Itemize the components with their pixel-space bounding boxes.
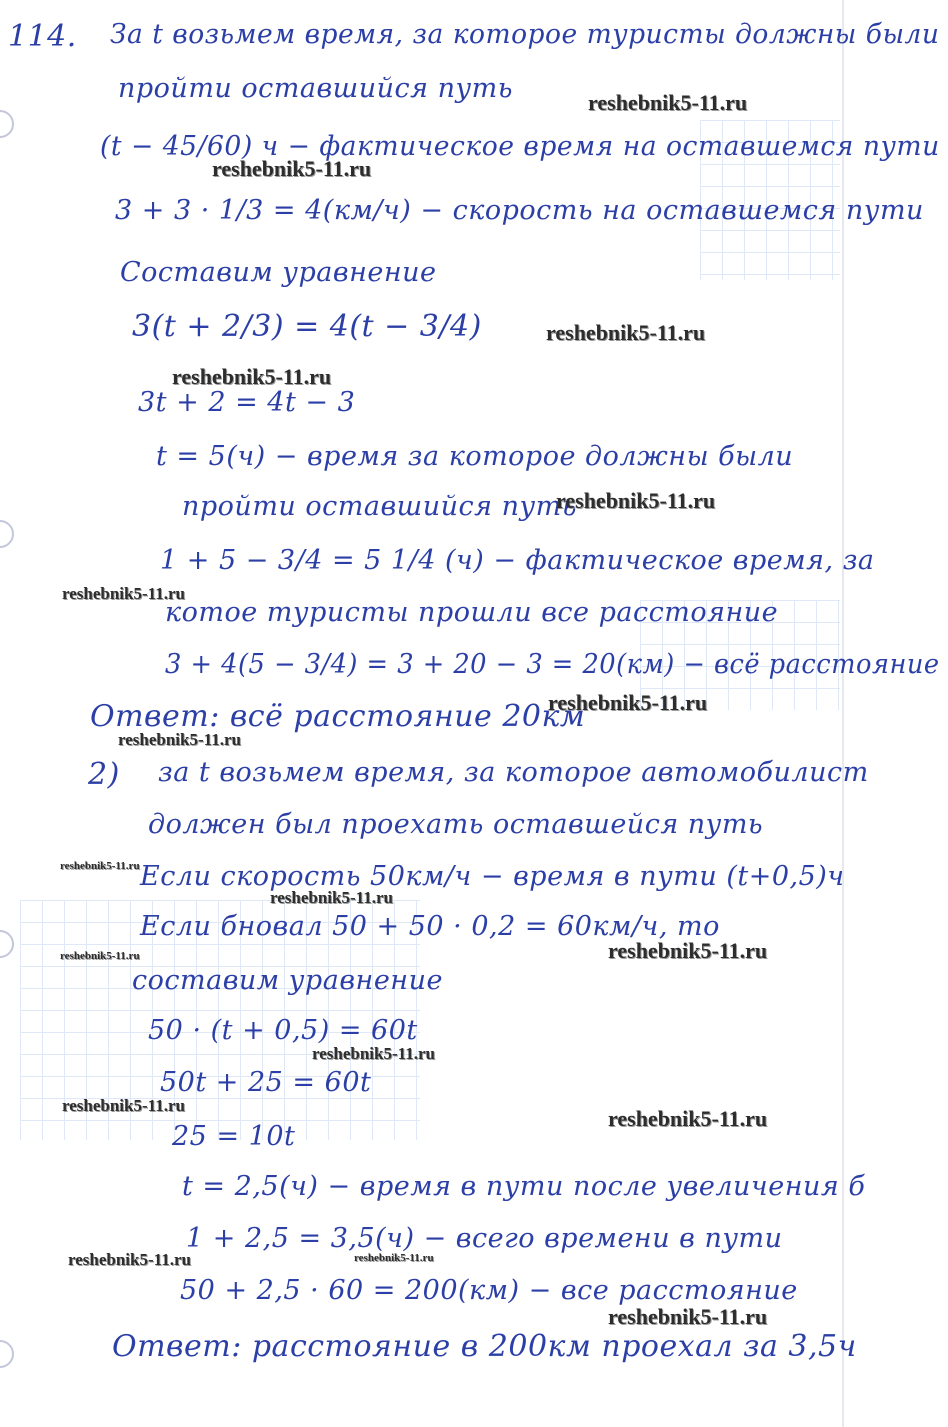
equation: 3t + 2 = 4t − 3	[138, 387, 356, 418]
watermark: reshebnik5-11.ru	[212, 156, 372, 181]
solution-line: 50 + 2,5 · 60 = 200(км) − все расстояние	[180, 1275, 798, 1306]
punch-hole	[0, 1340, 14, 1368]
equation: 25 = 10t	[172, 1121, 296, 1152]
answer-line: Ответ: всё расстояние 20км	[90, 699, 586, 734]
problem-number: 114.	[8, 19, 77, 54]
solution-line: за t возьмем время, за которое автомобилист	[158, 757, 869, 788]
watermark: reshebnik5-11.ru	[608, 938, 768, 963]
equation: 50 · (t + 0,5) = 60t	[148, 1015, 418, 1046]
solution-line: (t − 45/60) ч − фактическое время на оставшемся пути	[100, 131, 940, 162]
watermark: reshebnik5-11.ru	[608, 1106, 768, 1131]
equation: 3(t + 2/3) = 4(t − 3/4)	[132, 309, 482, 344]
watermark: reshebnik5-11.ru	[62, 1096, 185, 1115]
punch-hole	[0, 110, 14, 138]
solution-line: 3 + 4(5 − 3/4) = 3 + 20 − 3 = 20(км) − всё расстояние	[165, 649, 940, 680]
watermark: reshebnik5-11.ru	[118, 730, 241, 749]
watermark: reshebnik5-11.ru	[60, 860, 140, 872]
solution-line: t = 5(ч) − время за которое должны были	[156, 441, 794, 472]
watermark: reshebnik5-11.ru	[354, 1252, 434, 1264]
watermark: reshebnik5-11.ru	[588, 90, 748, 115]
watermark: reshebnik5-11.ru	[68, 1250, 191, 1269]
watermark: reshebnik5-11.ru	[62, 584, 185, 603]
punch-hole	[0, 930, 14, 958]
solution-line: 3 + 3 · 1/3 = 4(км/ч) − скорость на оставшемся пути	[115, 195, 924, 226]
watermark: reshebnik5-11.ru	[546, 320, 706, 345]
solution-line: t = 2,5(ч) − время в пути после увеличения б	[182, 1171, 866, 1202]
solution-line: пройти оставшийся путь	[182, 491, 577, 522]
solution-line: Если бновал 50 + 50 · 0,2 = 60км/ч, то	[140, 911, 720, 942]
watermark: reshebnik5-11.ru	[608, 1304, 768, 1329]
punch-hole	[0, 520, 14, 548]
watermark: reshebnik5-11.ru	[60, 950, 140, 962]
solution-line: 1 + 5 − 3/4 = 5 1/4 (ч) − фактическое время, за	[160, 545, 875, 576]
answer-line: Ответ: расстояние в 200км проехал за 3,5ч	[112, 1329, 857, 1364]
solution-line: За t возьмем время, за которое туристы должны были	[110, 19, 940, 50]
watermark: reshebnik5-11.ru	[312, 1044, 435, 1063]
watermark: reshebnik5-11.ru	[548, 690, 708, 715]
solution-line: Если скорость 50км/ч − время в пути (t+0,5)ч	[140, 861, 845, 892]
watermark: reshebnik5-11.ru	[270, 888, 393, 907]
solution-line: котое туристы прошли все расстояние	[165, 597, 779, 628]
watermark: reshebnik5-11.ru	[556, 488, 716, 513]
equation: 50t + 25 = 60t	[160, 1067, 372, 1098]
solution-line: Составим уравнение	[120, 257, 437, 288]
solution-line: должен был проехать оставшейся путь	[148, 809, 764, 840]
solution-line: пройти оставшийся путь	[118, 73, 513, 104]
watermark: reshebnik5-11.ru	[172, 364, 332, 389]
solution-line: составим уравнение	[132, 965, 443, 996]
solution-line: 1 + 2,5 = 3,5(ч) − всего времени в пути	[186, 1223, 783, 1254]
part-number: 2)	[88, 757, 120, 792]
